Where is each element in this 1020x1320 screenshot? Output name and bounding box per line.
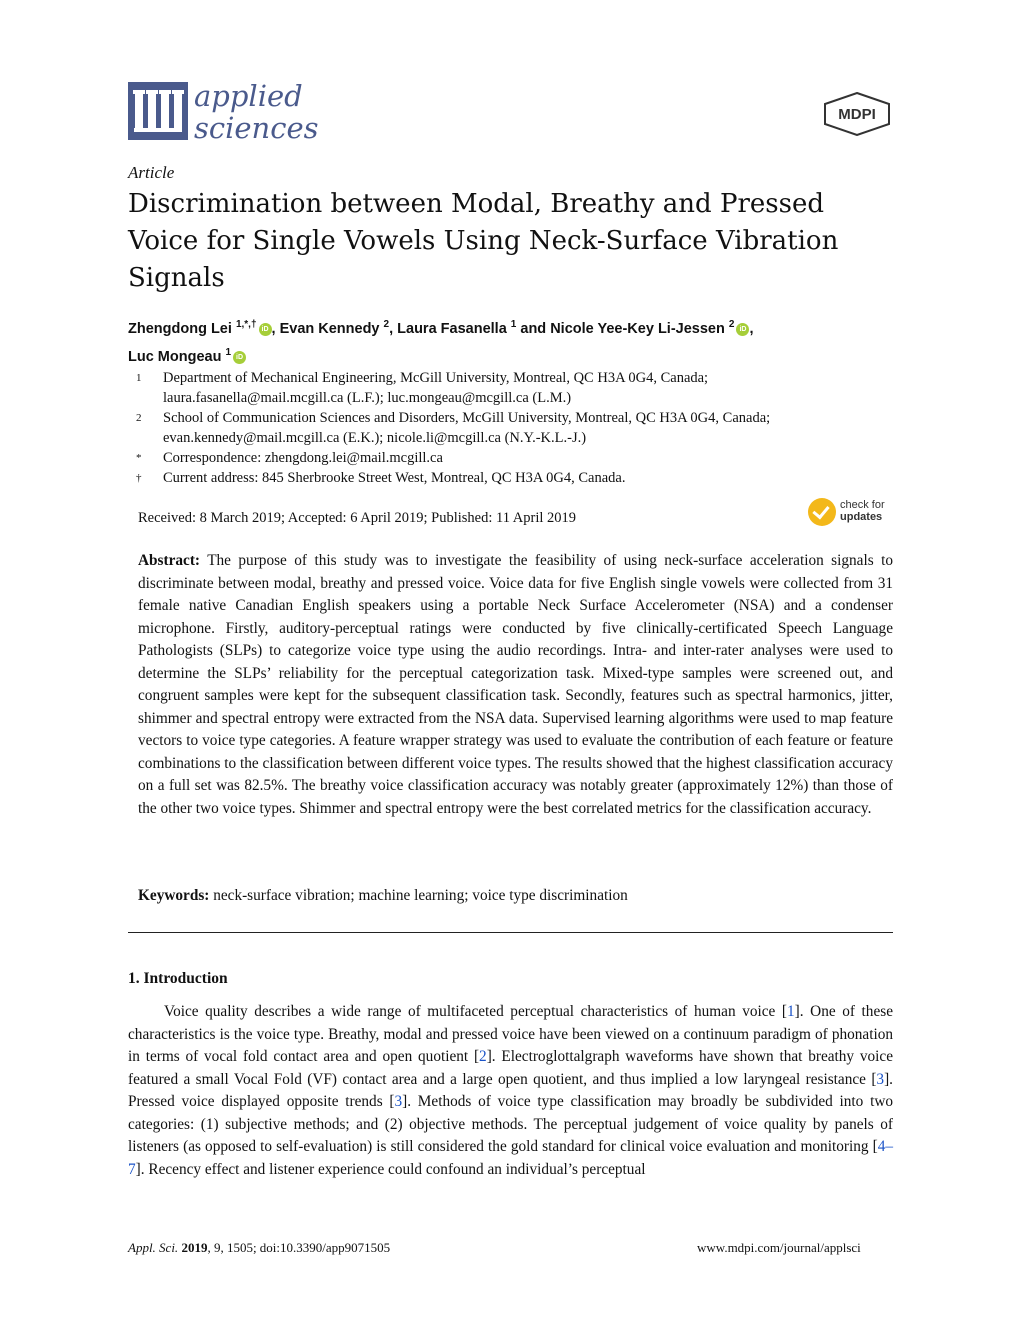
journal-name-line1: applied xyxy=(194,79,303,113)
author-separator: , xyxy=(749,320,754,337)
check-for-updates-button[interactable] xyxy=(808,498,900,530)
section-heading: 1. Introduction xyxy=(128,970,228,987)
author-affiliation-marker: 1 xyxy=(510,319,517,330)
affiliation-line: Correspondence: zhengdong.lei@mail.mcgill.ca xyxy=(163,450,443,466)
author-affiliation-marker: 1 xyxy=(225,346,232,358)
reference-link[interactable]: 4–7 xyxy=(128,1138,893,1178)
affiliation-line: evan.kennedy@mail.mcgill.ca (E.K.); nicole.li@mcgill.ca (N.Y.-K.L.-J.) xyxy=(163,430,587,446)
body-text-segment: ]. Pressed voice displayed opposite trends [ xyxy=(128,1070,893,1110)
affiliation-item xyxy=(128,368,898,408)
body-text-segment: ]. Electroglottalgraph waveforms have shown that breathy voice featured a small Vocal Fold (VF) contact area and a large open quotient, and thus implied a low laryngeal resistance [ xyxy=(128,1048,893,1088)
abstract-text: The purpose of this study was to investigate the feasibility of using neck-surface acceleration signals to discriminate between modal, breathy and pressed voice. Voice data for five English single vowels were collected from 31 female native Canadian English speakers using a portable Neck Surface Accelerometer (NSA) and a condenser microphone. Firstly, auditory-perceptual ratings were conducted by five clinically-certificated Speech Language Pathologists (SLPs) to categorize voice type using the audio recordings. Intra- and inter-rater analyses were used to determine the SLPs’ reliability for the perceptual categorization task. Mixed-type samples were screened out, and congruent samples were kept for the subsequent classification task. Secondly, features such as spectral harmonics, jitter, shimmer and spectral entropy were extracted from the NSA data. Supervised learning algorithms were used to map feature vectors to voice type categories. A feature wrapper strategy was used to evaluate the contribution of each feature or feature combinations to the classification between different voice types. The results showed that the highest classification accuracy on a full set was 82.5%. The breathy voice classification accuracy was notably greater (approximately 12%) than those of the other two voice types. Shimmer and spectral entropy were the best correlated metrics for the classification accuracy. xyxy=(138,552,893,817)
reference-link[interactable]: 3 xyxy=(394,1093,403,1110)
footer-year: 2019 xyxy=(181,1240,208,1255)
affiliation-marker: 2 xyxy=(136,412,142,424)
author-separator: , xyxy=(389,320,398,337)
reference-link[interactable]: 2 xyxy=(479,1048,487,1065)
keywords xyxy=(138,885,893,907)
author-separator: , xyxy=(271,320,280,337)
footer-journal-abbr: Appl. Sci. xyxy=(128,1240,179,1255)
article-type: Article xyxy=(128,163,175,182)
keywords-label: Keywords: xyxy=(138,887,210,904)
body-text-segment: Voice quality describes a wide range of multifaceted perceptual characteristics of human voice [ xyxy=(164,1003,787,1020)
paper-title: Discrimination between Modal, Breathy and Pressed Voice for Single Vowels Using Neck-Surface Vibration Signals xyxy=(128,189,839,293)
publication-dates: Received: 8 March 2019; Accepted: 6 April 2019; Published: 11 April 2019 xyxy=(138,510,577,526)
publisher-name: MDPI xyxy=(838,106,876,123)
footer-citation-rest: , 9, 1505; doi:10.3390/app9071505 xyxy=(207,1240,391,1255)
journal-name-line2: sciences xyxy=(194,111,319,145)
check-updates-line1: check for xyxy=(840,499,885,511)
affiliation-marker: 1 xyxy=(136,372,142,384)
author-affiliation-marker: 2 xyxy=(728,319,735,330)
footer-citation xyxy=(128,1240,390,1256)
journal-logo-icon xyxy=(128,82,188,140)
keywords-text: neck-surface vibration; machine learning; voice type discrimination xyxy=(209,887,628,904)
journal-name xyxy=(194,80,319,144)
abstract xyxy=(138,550,893,820)
affiliation-item xyxy=(128,468,898,488)
author-separator: and xyxy=(516,320,551,337)
footer-journal-url[interactable]: www.mdpi.com/journal/applsci xyxy=(697,1240,861,1255)
body-text-segment: ]. One of these characteristics is the voice type. Breathy, modal and pressed voice have been viewed on a continuum paradigm of phonation in terms of vocal fold contact area and open quotient [ xyxy=(128,1003,893,1065)
author-list xyxy=(128,313,898,369)
orcid-icon[interactable]: iD xyxy=(259,323,272,336)
affiliation-marker: * xyxy=(136,452,142,464)
affiliation-item xyxy=(128,408,898,448)
author-name[interactable]: Nicole Yee-Key Li-Jessen xyxy=(550,320,729,337)
section-divider xyxy=(128,932,893,933)
author-affiliation-marker: 1,*,† xyxy=(235,319,257,330)
orcid-icon[interactable]: iD xyxy=(233,351,246,364)
author-name[interactable]: Evan Kennedy xyxy=(279,320,384,337)
affiliation-item xyxy=(128,448,898,468)
affiliation-line: laura.fasanella@mail.mcgill.ca (L.F.); luc.mongeau@mcgill.ca (L.M.) xyxy=(163,390,572,406)
body-text-segment: ]. Methods of voice type classification may broadly be subdivided into two categories: (1) subjective methods; and (2) objective methods. The perceptual judgement of voice quality by panels of listeners (as opposed to self-evaluation) is still considered the gold standard for clinical voice evaluation and monitoring [ xyxy=(128,1093,894,1155)
author-name[interactable]: Luc Mongeau xyxy=(128,348,226,365)
orcid-icon[interactable]: iD xyxy=(736,323,749,336)
introduction-paragraph xyxy=(128,1001,893,1181)
reference-link[interactable]: 3 xyxy=(876,1070,885,1088)
affiliation-line: Department of Mechanical Engineering, McGill University, Montreal, QC H3A 0G4, Canada; xyxy=(163,370,709,386)
affiliation-list xyxy=(128,368,898,488)
check-icon xyxy=(808,498,836,526)
affiliation-line: Current address: 845 Sherbrooke Street West, Montreal, QC H3A 0G4, Canada. xyxy=(163,470,626,486)
author-name[interactable]: Zhengdong Lei xyxy=(128,320,236,337)
body-text-segment: ]. Recency effect and listener experience could confound an individual’s perceptual xyxy=(135,1160,646,1178)
reference-link[interactable]: 1 xyxy=(787,1003,795,1020)
abstract-label: Abstract: xyxy=(138,552,201,569)
author-affiliation-marker: 2 xyxy=(383,319,390,330)
mdpi-logo-icon xyxy=(823,92,891,136)
check-updates-line2: updates xyxy=(840,511,883,523)
author-name[interactable]: Laura Fasanella xyxy=(397,320,511,337)
affiliation-marker: † xyxy=(136,472,142,484)
affiliation-line: School of Communication Sciences and Disorders, McGill University, Montreal, QC H3A 0G4, Canada; xyxy=(163,410,771,426)
